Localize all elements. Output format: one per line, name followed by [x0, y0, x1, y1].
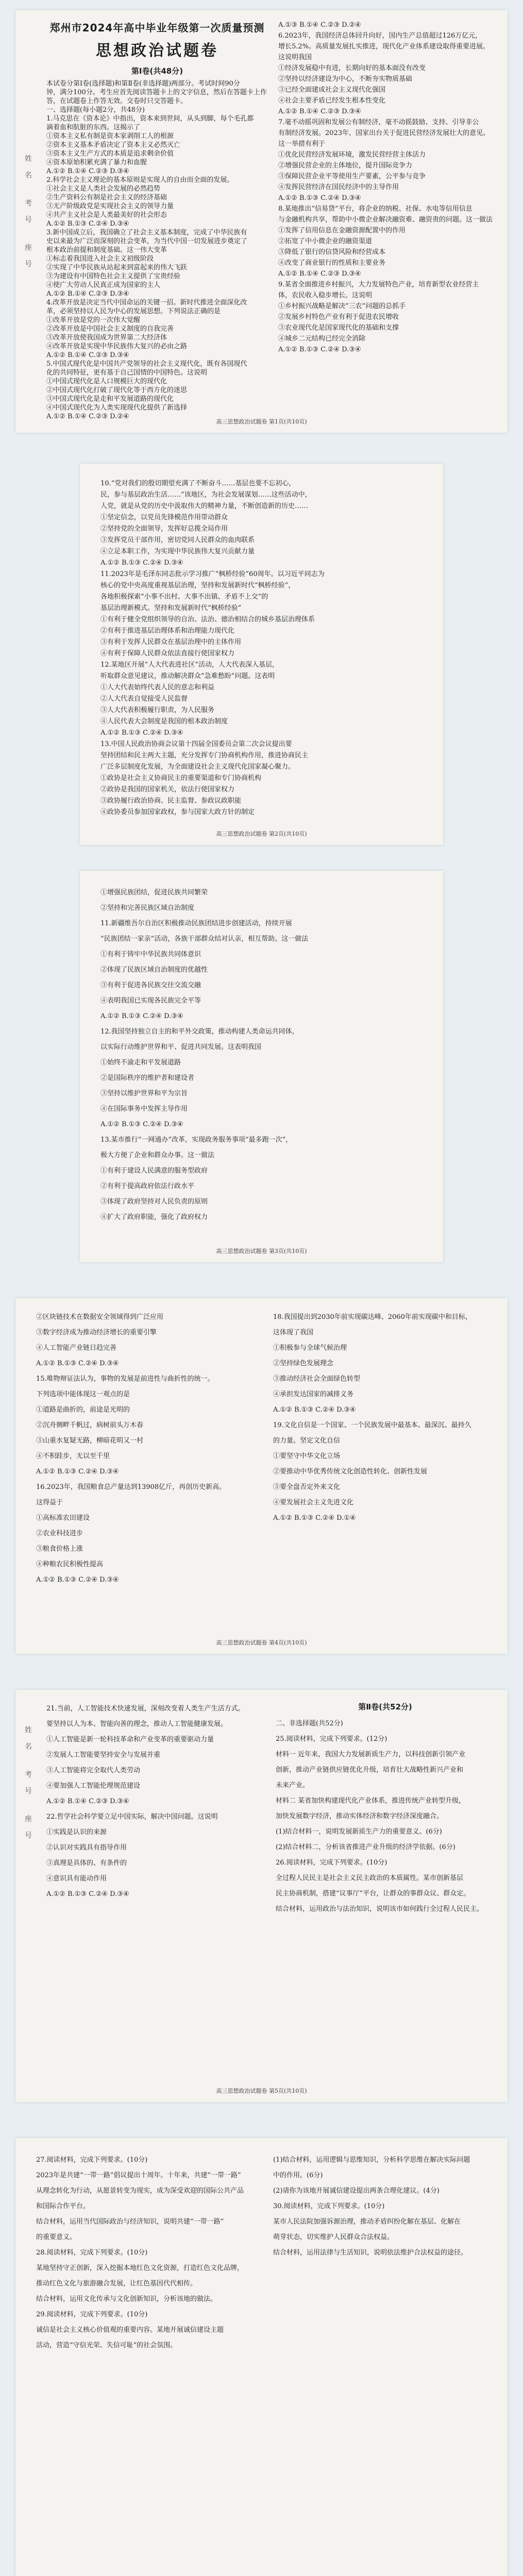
text-line: ④要加强人工智能伦理规范建设 [46, 1782, 141, 1790]
text-line: ②坚持绿色发展理念 [273, 1360, 334, 1367]
text-line: A.①② B.①④ C.②③ D.③④ [46, 290, 129, 298]
text-line: 本试卷分第Ⅰ卷(选择题)和第Ⅱ卷(非选择题)两部分。考试时间90分 [46, 80, 240, 88]
text-line: 诚信是社会主义核心价值观的重要内容。某地开展诚信建设主题 [36, 2326, 224, 2334]
text-line: ②人大代表自觉接受人民监督 [100, 695, 188, 703]
text-line: 1.马克思在《资本论》中指出，资本来到世间，从头到脚，每个毛孔都 [46, 115, 254, 123]
text-line: A.①② B.①③ C.②④ D.③④ [36, 1360, 119, 1367]
text-line: A.①② B.①③ C.②④ D.③④ [100, 729, 183, 737]
text-line: 30.阅读材料，完成下列要求。(10分) [273, 2202, 385, 2210]
text-line: A.①② B.①③ C.②④ D.③④ [278, 346, 361, 353]
text-line: 活动，营造“守信光荣、失信可耻”的社会氛围。 [36, 2342, 177, 2349]
text-line: 广泛多层制度化发展，为全面建设社会主义现代化国家凝心聚力。 [100, 763, 295, 771]
text-line: 增长5.2%。高质量发展扎实推进，现代化产业体系建设取得重要进展。 [278, 43, 490, 50]
text-line: ③体现了政府坚持对人民负责的原则 [100, 1198, 208, 1206]
text-line: ①始终不渝走和平发展道路 [100, 1059, 181, 1066]
text-line: 结合材料，运用政治与法治知识，说明该市如何践行全过程人民民主。 [276, 1905, 484, 1913]
text-line: 6.2023年，我国经济总体回升向好，国内生产总值超过126万亿元， [278, 32, 482, 40]
text-line: 加快发展数字经济，推动实体经济和数字经济深度融合。 [276, 1812, 444, 1820]
text-line: ④在国际事务中发挥主导作用 [100, 1105, 188, 1113]
text-line: 某市人民法院加强诉源治理，推动矛盾纠纷化解在基层、化解在 [273, 2218, 461, 2226]
text-line: ②增强民营企业的主体地位，提升国际竞争力 [278, 162, 413, 170]
text-line: 这体现了我国 [273, 1329, 314, 1336]
text-line: 10.“党对我们的殷切期望充满了不断奋斗……基层也要不忘初心， [100, 480, 296, 487]
text-line: 史以来最为广泛而深刻的社会变革，为当代中国一切发展进步奠定了 [46, 238, 248, 245]
text-line: A.①② B.①④ C.②③ D.②④ [46, 413, 129, 420]
text-line: ②实现了中华民族从站起来到富起来的伟大飞跃 [46, 264, 188, 272]
text-line: A.①② B.①③ C.②④ D.③④ [46, 220, 129, 228]
text-line: ①政协是社会主义协商民主的重要渠道和专门协商机构 [100, 774, 262, 782]
text-line: 从理念转化为行动，从愿景转变为现实，成为深受欢迎的国际公共产品 [36, 2187, 244, 2195]
text-line: ④有利于保障人民群众依法直接行使国家权力 [100, 650, 235, 657]
text-line: 人党，就是从党的历史中汲取伟大的精神力量，不断创造新的历史…… [100, 502, 309, 510]
text-line: ③有利于发挥人民群众在基层治理中的主体作用 [100, 638, 242, 646]
text-line: 极大方便了企业和群众办事。这一做法 [100, 1151, 215, 1159]
text-line: 2.科学社会主义理论的基本原则是实现人的自由而全面的发展。 [46, 176, 234, 184]
text-line: (2)结合材料二，分析该省推进产业升级的经济学依据。(6分) [276, 1843, 455, 1851]
page-1-side-text: 姓名 考号 座号 [24, 155, 32, 277]
text-line: 萌芽状态，切实维护人民群众合法权益。 [273, 2233, 394, 2241]
text-line: ④政协委员参加国家政权，参与国家大政方针的制定 [100, 808, 255, 816]
text-line: 全过程人民民主是社会主义民主政治的本质属性。某市创新基层 [276, 1874, 464, 1882]
text-line: ③真理是具体的、有条件的 [46, 1859, 127, 1867]
text-line: ②体现了民族区域自治制度的优越性 [100, 966, 208, 974]
text-line: ④要发展社会主义先进文化 [273, 1499, 354, 1506]
text-line: ①人工智能是新一轮科技革命和产业变革的重要驱动力量 [46, 1736, 214, 1743]
text-line: A.①② B.①③ C.②④ D.③④ [46, 1890, 129, 1898]
text-line: ③粮食价格上涨 [36, 1545, 83, 1553]
page-5 [15, 1690, 508, 2102]
page-4-right-column [273, 1310, 495, 1526]
text-line: ①经济发展稳中有进，长期向好的基本面没有改变 [278, 64, 426, 72]
text-line: 的重要意义。 [36, 2233, 77, 2241]
text-line: 18.我国提出到2030年前实现碳达峰、2060年前实现碳中和目标， [273, 1313, 472, 1321]
text-line: ②坚持以经济建设为中心，不断夯实物质基础 [278, 75, 413, 83]
text-line: 3.新中国成立后，我国确立了社会主义基本制度，完成了中华民族有 [46, 229, 247, 236]
text-line: 革，必须坚持以人民为中心的发展思想。下列说法正确的是 [46, 308, 221, 315]
text-line: ③为建设有中国特色社会主义提供了宝贵经验 [46, 273, 181, 280]
text-line: 11.新疆维吾尔自治区积极推动民族团结进步创建活动，持续开展 [100, 920, 292, 927]
text-line: ②资本主义基本矛盾决定了资本主义必然灭亡 [46, 141, 181, 149]
text-line: A.①② B.①③ C.②④ D.③④ [36, 1576, 119, 1584]
text-line: 推动红色文化与旅游融合发展，让红色基因代代相传。 [36, 2280, 197, 2287]
text-line: ②政协是我国的国家机关，依法行使国家权力 [100, 786, 235, 793]
text-line: ②是国际秩序的维护者和建设者 [100, 1074, 195, 1082]
text-line: 与金融机构共享，帮助中小微企业解决融资难、融资贵的问题。这一做法 [278, 216, 493, 224]
text-line: ③降低了银行的信贷风险和经营成本 [278, 248, 386, 256]
page-1 [15, 10, 508, 433]
page-3-body [100, 885, 423, 1225]
text-line: 12.某地区开展“人大代表进社区”活动，人大代表深入基层， [100, 661, 279, 669]
text-line: ③有利于促进各民族交往交流交融 [100, 981, 201, 989]
text-line: 9.某省全面推进乡村振兴，大力发展特色产业，培育新型农业经营主 [278, 281, 479, 289]
text-line: ①增强民族团结，促进民族共同繁荣 [100, 889, 208, 896]
text-line: A.①② B.①④ C.②③ D.③④ [278, 108, 361, 115]
text-line: A.①③ B.①④ C.②③ D.②④ [278, 21, 361, 29]
text-line: 各地积极探索“小事不出村、大事不出镇、矛盾不上交”的 [100, 593, 268, 601]
text-line: 这说明我国 [278, 54, 312, 61]
text-line: ③人大代表积极履行职责，为人民服务 [100, 706, 215, 714]
page-5-left-column [46, 1701, 263, 1902]
text-line: ③无产阶级政党是实现社会主义的领导力量 [46, 202, 174, 210]
text-line: 某地坚持守正创新，深入挖掘本地红色文化资源，打造红色文化品牌， [36, 2264, 244, 2272]
text-line: ③数字经济成为推动经济增长的重要引擎 [36, 1329, 157, 1336]
text-line: ②拓宽了中小微企业的融资渠道 [278, 238, 373, 245]
text-line: 结合材料，运用法律与生活知识，说明依法维护合法权益的途径。 [273, 2249, 468, 2257]
text-line: ④人民代表大会制度是我国的根本政治制度 [100, 718, 228, 725]
text-line: A.①② B.①③ C.②④ D.③④ [273, 1406, 356, 1414]
text-line: 材料一 近年来，我国大力发展新质生产力，以科技创新引领产业 [276, 1751, 466, 1758]
text-line: 21.当前，人工智能技术快速发展，深刻改变着人类生产生活方式。 [46, 1705, 245, 1713]
text-line: ③中国式现代化是走和平发展道路的现代化 [46, 395, 174, 403]
text-line: 创新，推动产业链供应链优化升级，培育壮大战略性新兴产业和 [276, 1766, 464, 1774]
text-line: ③坚持以维护世界和平为宗旨 [100, 1090, 188, 1097]
text-line: ②有利于提高政府依法行政水平 [100, 1182, 195, 1190]
text-line: 13.中国人民政治协商会议第十四届全国委员会第二次会议提出要 [100, 740, 292, 748]
text-line: 11.2023年是毛泽东同志批示学习推广“枫桥经验”60周年。以习近平同志为 [100, 570, 325, 578]
text-line: ③农业现代化是国家现代化的基础和支撑 [278, 324, 399, 332]
text-line: ①道路是曲折的，前途是光明的 [36, 1406, 130, 1414]
text-line: 核心的党中央高度重视基层治理，坚持和发展新时代“枫桥经验”， [100, 582, 295, 589]
text-line: 15.唯物辩证法认为，事物的发展是前进性与曲折性的统一。 [36, 1375, 214, 1383]
text-line: 听取群众意见建议，推动解决群众“急难愁盼”问题。这表明 [100, 672, 275, 680]
text-line: ④表明我国已实现各民族完全平等 [100, 997, 201, 1005]
text-line: ④立足本职工作，为实现中华民族伟大复兴贡献力量 [100, 548, 255, 555]
text-line: 要坚持以人为本、智能向善的理念，推动人工智能健康发展。 [46, 1720, 228, 1728]
text-line: ①积极参与全球气候治理 [273, 1344, 347, 1352]
text-line: ③要全盘否定外来文化 [273, 1483, 341, 1491]
text-line: A.①② B.①③ C.②④ D.③④ [100, 1012, 183, 1020]
text-line: ①社会主义是人类社会发展的必然趋势 [46, 185, 161, 193]
text-line: A.①② B.①④ C.②③ D.③④ [46, 351, 129, 359]
text-line: ③人工智能将完全取代人类劳动 [46, 1767, 141, 1774]
exam-subtitle: 思想政治试题卷 [96, 42, 218, 60]
text-line: 未来产业。 [276, 1782, 310, 1789]
text-line: ②中国式现代化打破了现代化等于西方化的迷思 [46, 386, 188, 394]
text-line: ①发挥了信用信息在金融资源配置中的作用 [278, 227, 406, 234]
text-line: ②改革开放是中国社会主义制度的自我完善 [46, 325, 174, 333]
page-4-footer: 高三思想政治试题卷 第4页(共10页) [216, 1639, 307, 1646]
text-line: ④城乡二元结构已经完全消除 [278, 335, 366, 343]
text-line: 民，参与基层政治生活……”该地区，为社会发展谋划……这些活动中， [100, 491, 312, 499]
text-line: “民族团结一家亲”活动，各族干部群众结对认亲，相互帮助。这一做法 [100, 935, 309, 943]
page-2 [80, 464, 443, 845]
exam-title: 郑州市2024年高中毕业年级第一次质量预测 [49, 22, 265, 34]
text-line: ②有利于推进基层治理体系和治理能力现代化 [100, 627, 235, 635]
page-2-body [100, 478, 423, 818]
text-line: ①乡村振兴战略是解决“三农”问题的总抓手 [278, 302, 406, 310]
text-line: 中的作用。(6分) [273, 2172, 323, 2179]
text-line: ④共产主义社会是人类最美好的社会形态 [46, 211, 167, 219]
page-6 [15, 2138, 508, 2576]
part-1-heading: 第Ⅰ卷(共48分) [131, 66, 183, 76]
text-line: A.①② B.①③ C.②④ D.③④ [278, 194, 361, 202]
text-line: ②沉舟侧畔千帆过，病树前头万木春 [36, 1421, 144, 1429]
text-line: ①中国式现代化是人口规模巨大的现代化 [46, 378, 167, 385]
text-line: ④使广大劳动人民真正成为国家的主人 [46, 281, 161, 289]
page-5-right-column [276, 1716, 495, 1917]
text-line: 26.阅读材料，完成下列要求。(10分) [276, 1859, 387, 1867]
page-3-footer: 高三思想政治试题卷 第3页(共10页) [216, 1248, 307, 1255]
text-line: 29.阅读材料，完成下列要求。(10分) [36, 2311, 148, 2318]
text-line: ④意识具有能动作用 [46, 1875, 107, 1883]
text-line: ④扩大了政府职能，强化了政府权力 [100, 1213, 208, 1221]
text-line: A.①② B.①③ C.②④ D.③④ [36, 1468, 119, 1476]
text-line: ②发展人工智能要坚持安全与发展并重 [46, 1751, 161, 1759]
text-line: ②发展乡村特色产业有利于促进农民增收 [278, 313, 399, 321]
text-line: ①坚定信念，以党员先锋模范作用带动群众 [100, 514, 228, 521]
text-line: 下列选项中能体现这一观点的是 [36, 1391, 130, 1398]
page-5-footer: 高三思想政治试题卷 第5页(共10页) [216, 2088, 307, 2094]
text-line: 以实际行动维护世界和平、促进共同发展。这表明我国 [100, 1043, 262, 1051]
page-6-left-column [36, 2153, 258, 2353]
text-line: A.①② B.①④ C.②③ D.③④ [46, 167, 129, 175]
text-line: ②坚持党的全面领导，发挥好总揽全局作用 [100, 525, 228, 533]
text-line: 7.毫不动摇巩固和发展公有制经济，毫不动摇鼓励、支持、引导非公 [278, 118, 479, 126]
text-line: 和国际合作平台。 [36, 2202, 90, 2210]
text-line: ④人工智能产业链日趋完善 [36, 1344, 117, 1352]
text-line: A.①② B.①③ C.②④ D.③④ [100, 1121, 183, 1128]
text-line: ③政协履行政治协商、民主监督、参政议政职能 [100, 797, 242, 805]
page-5-side-text: 姓名 考号 座号 [24, 1726, 32, 1848]
part-2-heading: 第Ⅱ卷(共52分) [358, 1702, 412, 1711]
text-line: 民主协商机制，搭建“议事厅”平台，让群众的事群众议、群众定。 [276, 1890, 470, 1897]
text-line: A.①② B.①④ C.②③ D.③④ [46, 1798, 129, 1805]
text-line: ③保障民营企业平等使用生产要素，公平参与竞争 [278, 173, 426, 180]
text-line: ①要坚守中华文化立场 [273, 1452, 341, 1460]
text-line: ②认识对实践具有指导作用 [46, 1844, 127, 1852]
text-line: ①人大代表始终代表人民的意志和利益 [100, 684, 215, 691]
text-line: (1)结合材料，运用逻辑与思维知识，分析科学思维在解决实际问题 [273, 2156, 470, 2164]
text-line: ④改变了商业银行的性质和主要业务 [278, 259, 386, 267]
text-line: 答，在试题卷上作答无效。交卷时只交答题卡。 [46, 97, 188, 105]
text-line: ①优化民营经济发展环境，激发民营经营主体活力 [278, 151, 426, 159]
text-line: ③推动经济社会全面绿色转型 [273, 1375, 361, 1383]
text-line: 8.某地推出“信易贷”平台，将企业的纳税、社保、水电等信用信息 [278, 205, 473, 213]
text-line: A.①② B.①③ C.②④ D.③④ [100, 559, 183, 567]
page-1-left-column [46, 79, 268, 421]
text-line: ①实践是认识的来源 [46, 1828, 107, 1836]
text-line: 这一举措有利于 [278, 140, 326, 148]
text-line: 结合材料，运用当代国际政治与经济知识，说明共建“一带一路” [36, 2218, 224, 2226]
text-line: 28.阅读材料，完成下列要求。(10分) [36, 2249, 148, 2257]
text-line: (2)请你为该地开展诚信建设提出两条合理化建议。(4分) [273, 2187, 440, 2195]
text-line: ④不积跬步，无以至千里 [36, 1452, 110, 1460]
text-line: 滴着血和肮脏的东西。这揭示了 [46, 124, 141, 131]
text-line: ①有利于铸牢中华民族共同体意识 [100, 951, 201, 958]
page-1-right-column [278, 20, 495, 355]
text-line: ②农业科技进步 [36, 1530, 83, 1537]
text-line: ③山重水复疑无路，柳暗花明又一村 [36, 1437, 144, 1445]
text-line: 13.某市推行“一网通办”改革，实现政务服务事项“最多跑一次”， [100, 1136, 293, 1144]
text-line: ④改革开放是实现中华民族伟大复兴的必由之路 [46, 343, 188, 350]
text-line: 坚持团结和民主两大主题，充分发挥专门协商机构作用，推进协商民主 [100, 752, 309, 759]
page-2-footer: 高三思想政治试题卷 第2页(共10页) [216, 831, 307, 837]
text-line: ①有利于建设人民满意的服务型政府 [100, 1167, 208, 1175]
text-line: 2023年是共建“一带一路”倡议提出十周年。十年来，共建“一带一路” [36, 2172, 241, 2179]
text-line: ④社会主要矛盾已经发生根本性变化 [278, 97, 386, 105]
text-line: 钟，满分100分。考生应首先阅读答题卡上的文字信息，然后在答题卡上作 [46, 89, 267, 96]
text-line: 一、选择题(每小题2分，共48分) [46, 106, 145, 114]
text-line: 化的共同特征，更有基于自己国情的中国特色。这说明 [46, 369, 208, 377]
text-line: ③资本主义生产方式的本质是追求剩余价值 [46, 150, 174, 158]
text-line: 27.阅读材料，完成下列要求。(10分) [36, 2156, 148, 2164]
text-line: ④中国式现代化为人类实现现代化提供了新选择 [46, 404, 188, 412]
text-line: ②坚持和完善民族区域自治制度 [100, 904, 195, 912]
text-line: 体，农民收入稳步增长。这说明 [278, 292, 373, 299]
text-line: ①高标准农田建设 [36, 1514, 90, 1522]
text-line: 结合材料，运用文化传承与文化创新知识，分析该地的做法。 [36, 2295, 217, 2303]
page-4-left-column [36, 1310, 258, 1588]
text-line: 根本政治前提和制度基础。这一伟大变革 [46, 246, 167, 254]
text-line: ②要推动中华优秀传统文化创造性转化、创新性发展 [273, 1468, 428, 1476]
text-line: 5.中国式现代化是中国共产党领导的社会主义现代化，既有各国现代 [46, 360, 247, 368]
text-line: 12.我国坚持独立自主的和平外交政策，推动构建人类命运共同体， [100, 1028, 299, 1036]
page-1-footer: 高三思想政治试题卷 第1页(共10页) [216, 418, 307, 425]
text-line: 25.阅读材料，完成下列要求。(12分) [276, 1735, 387, 1743]
text-line: A.①② B.①④ C.②③ D.③④ [278, 270, 361, 278]
text-line: 二、非选择题(共52分) [276, 1720, 343, 1727]
text-line: ③已经全面建成社会主义现代化强国 [278, 86, 386, 94]
text-line: ①改革开放是党的一次伟大觉醒 [46, 316, 141, 324]
text-line: ②区块链技术在数据安全领域得到广泛应用 [36, 1313, 164, 1321]
text-line: ①标志着我国进入社会主义初级阶段 [46, 255, 154, 263]
text-line: ④种粮农民积极性提高 [36, 1561, 104, 1568]
page-3 [80, 871, 443, 1262]
page-6-right-column [273, 2153, 495, 2261]
text-line: 基层治理新模式。坚持和发展新时代“枫桥经验” [100, 604, 242, 612]
page-4 [15, 1298, 508, 1654]
text-line: (1)结合材料一，说明发展新质生产力的重要意义。(6分) [276, 1828, 442, 1836]
text-line: ④承担发达国家的减排义务 [273, 1391, 354, 1398]
text-line: ①有利于健全党组织领导的自治、法治、德治相结合的城乡基层治理体系 [100, 616, 315, 623]
text-line: 这得益于 [36, 1499, 63, 1506]
text-line: 的力量。坚定文化自信 [273, 1437, 341, 1445]
text-line: ②生产资料公有制是社会主义的经济基础 [46, 194, 167, 201]
text-line: ④发挥民营经济在国民经济中的主导作用 [278, 183, 399, 191]
text-line: A.①② B.①③ C.②④ D.①④ [273, 1514, 356, 1522]
text-line: 19.文化自信是一个国家、一个民族发展中最基本、最深沉、最持久 [273, 1421, 471, 1429]
text-line: 有制经济发展。2023年，国家出台关于促进民营经济发展壮大的意见。 [278, 129, 490, 137]
text-line: ①资本主义私有制是资本家剥削工人的根源 [46, 132, 174, 140]
text-line: ③改革开放使我国成为世界第二大经济体 [46, 334, 167, 342]
text-line: 16.2023年，我国粮食总产量达到13908亿斤，再创历史新高。 [36, 1483, 226, 1491]
text-line: ③发挥党员干部作用，密切党同人民群众的血肉联系 [100, 536, 255, 544]
text-line: 22.哲学社会科学要立足中国实际，解决中国问题。这说明 [46, 1813, 218, 1821]
text-line: 材料二 某省加快构建现代化产业体系，推进传统产业转型升级， [276, 1797, 466, 1805]
text-line: 4.改革开放是决定当代中国命运的关键一招。新时代推进全面深化改 [46, 299, 247, 307]
text-line: ④资本原始积累充满了暴力和血腥 [46, 159, 147, 166]
